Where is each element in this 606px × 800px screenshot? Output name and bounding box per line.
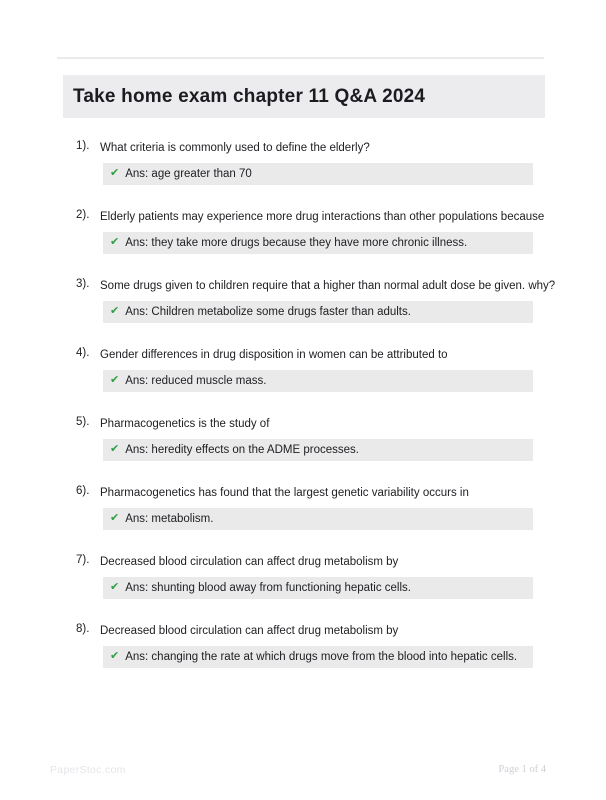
answer-text: Ans: reduced muscle mass. <box>125 375 267 387</box>
question-number: 2). <box>76 209 90 221</box>
page-number: Page 1 of 4 <box>498 764 546 775</box>
answer-box <box>103 370 533 392</box>
question-number: 4). <box>76 347 90 359</box>
question-block <box>76 417 534 461</box>
question-row <box>76 209 545 224</box>
answer-box <box>103 439 533 461</box>
questions-list <box>76 140 556 693</box>
answer-text: Ans: changing the rate at which drugs move from the blood into hepatic cells. <box>125 651 518 663</box>
answer-box <box>103 646 533 668</box>
answer-box <box>103 163 533 185</box>
question-row <box>76 141 534 155</box>
watermark-text: PaperStoc.com <box>50 764 126 776</box>
check-icon: ✔ <box>110 305 120 317</box>
question-number: 5). <box>76 416 90 428</box>
question-block <box>76 348 534 392</box>
check-icon: ✔ <box>110 167 120 179</box>
answer-text: Ans: Children metabolize some drugs faster than adults. <box>125 306 411 318</box>
question-block <box>76 141 534 185</box>
question-text: Some drugs given to children require that a higher than normal adult dose be given. why? <box>100 280 556 292</box>
document-title-box <box>63 75 545 118</box>
check-icon: ✔ <box>110 650 120 662</box>
check-icon: ✔ <box>110 236 120 248</box>
answer-box <box>103 232 533 254</box>
question-number: 3). <box>76 278 90 290</box>
answer-box <box>103 301 533 323</box>
answer-box <box>103 508 533 530</box>
check-icon: ✔ <box>110 374 120 386</box>
question-number: 7). <box>76 554 90 566</box>
answer-text: Ans: metabolism. <box>125 513 214 525</box>
question-row <box>76 348 534 362</box>
check-icon: ✔ <box>110 581 120 593</box>
answer-text: Ans: age greater than 70 <box>125 168 252 180</box>
question-block <box>76 624 534 668</box>
check-icon: ✔ <box>110 443 120 455</box>
question-text: Elderly patients may experience more drug interactions than other populations because <box>100 211 545 223</box>
question-text: Decreased blood circulation can affect drug metabolism by <box>100 556 399 568</box>
answer-text: Ans: shunting blood away from functioning hepatic cells. <box>125 582 411 594</box>
question-number: 1). <box>76 140 90 152</box>
check-icon: ✔ <box>110 512 120 524</box>
question-text: Gender differences in drug disposition in women can be attributed to <box>100 349 448 361</box>
page-title: Take home exam chapter 11 Q&A 2024 <box>73 85 426 107</box>
answer-text: Ans: they take more drugs because they have more chronic illness. <box>125 237 468 249</box>
question-row <box>76 555 534 569</box>
question-row <box>76 278 556 293</box>
answer-text: Ans: heredity effects on the ADME processes. <box>125 444 359 456</box>
question-block <box>76 278 556 323</box>
question-text: What criteria is commonly used to define the elderly? <box>100 142 370 154</box>
header-divider <box>57 57 544 59</box>
question-block <box>76 486 534 530</box>
question-number: 6). <box>76 485 90 497</box>
question-row <box>76 486 534 500</box>
question-block <box>76 555 534 599</box>
question-block <box>76 209 545 254</box>
question-text: Pharmacogenetics is the study of <box>100 418 270 430</box>
answer-box <box>103 577 533 599</box>
question-row <box>76 417 534 431</box>
question-text: Decreased blood circulation can affect drug metabolism by <box>100 625 399 637</box>
question-number: 8). <box>76 623 90 635</box>
question-row <box>76 624 534 638</box>
question-text: Pharmacogenetics has found that the largest genetic variability occurs in <box>100 487 469 499</box>
